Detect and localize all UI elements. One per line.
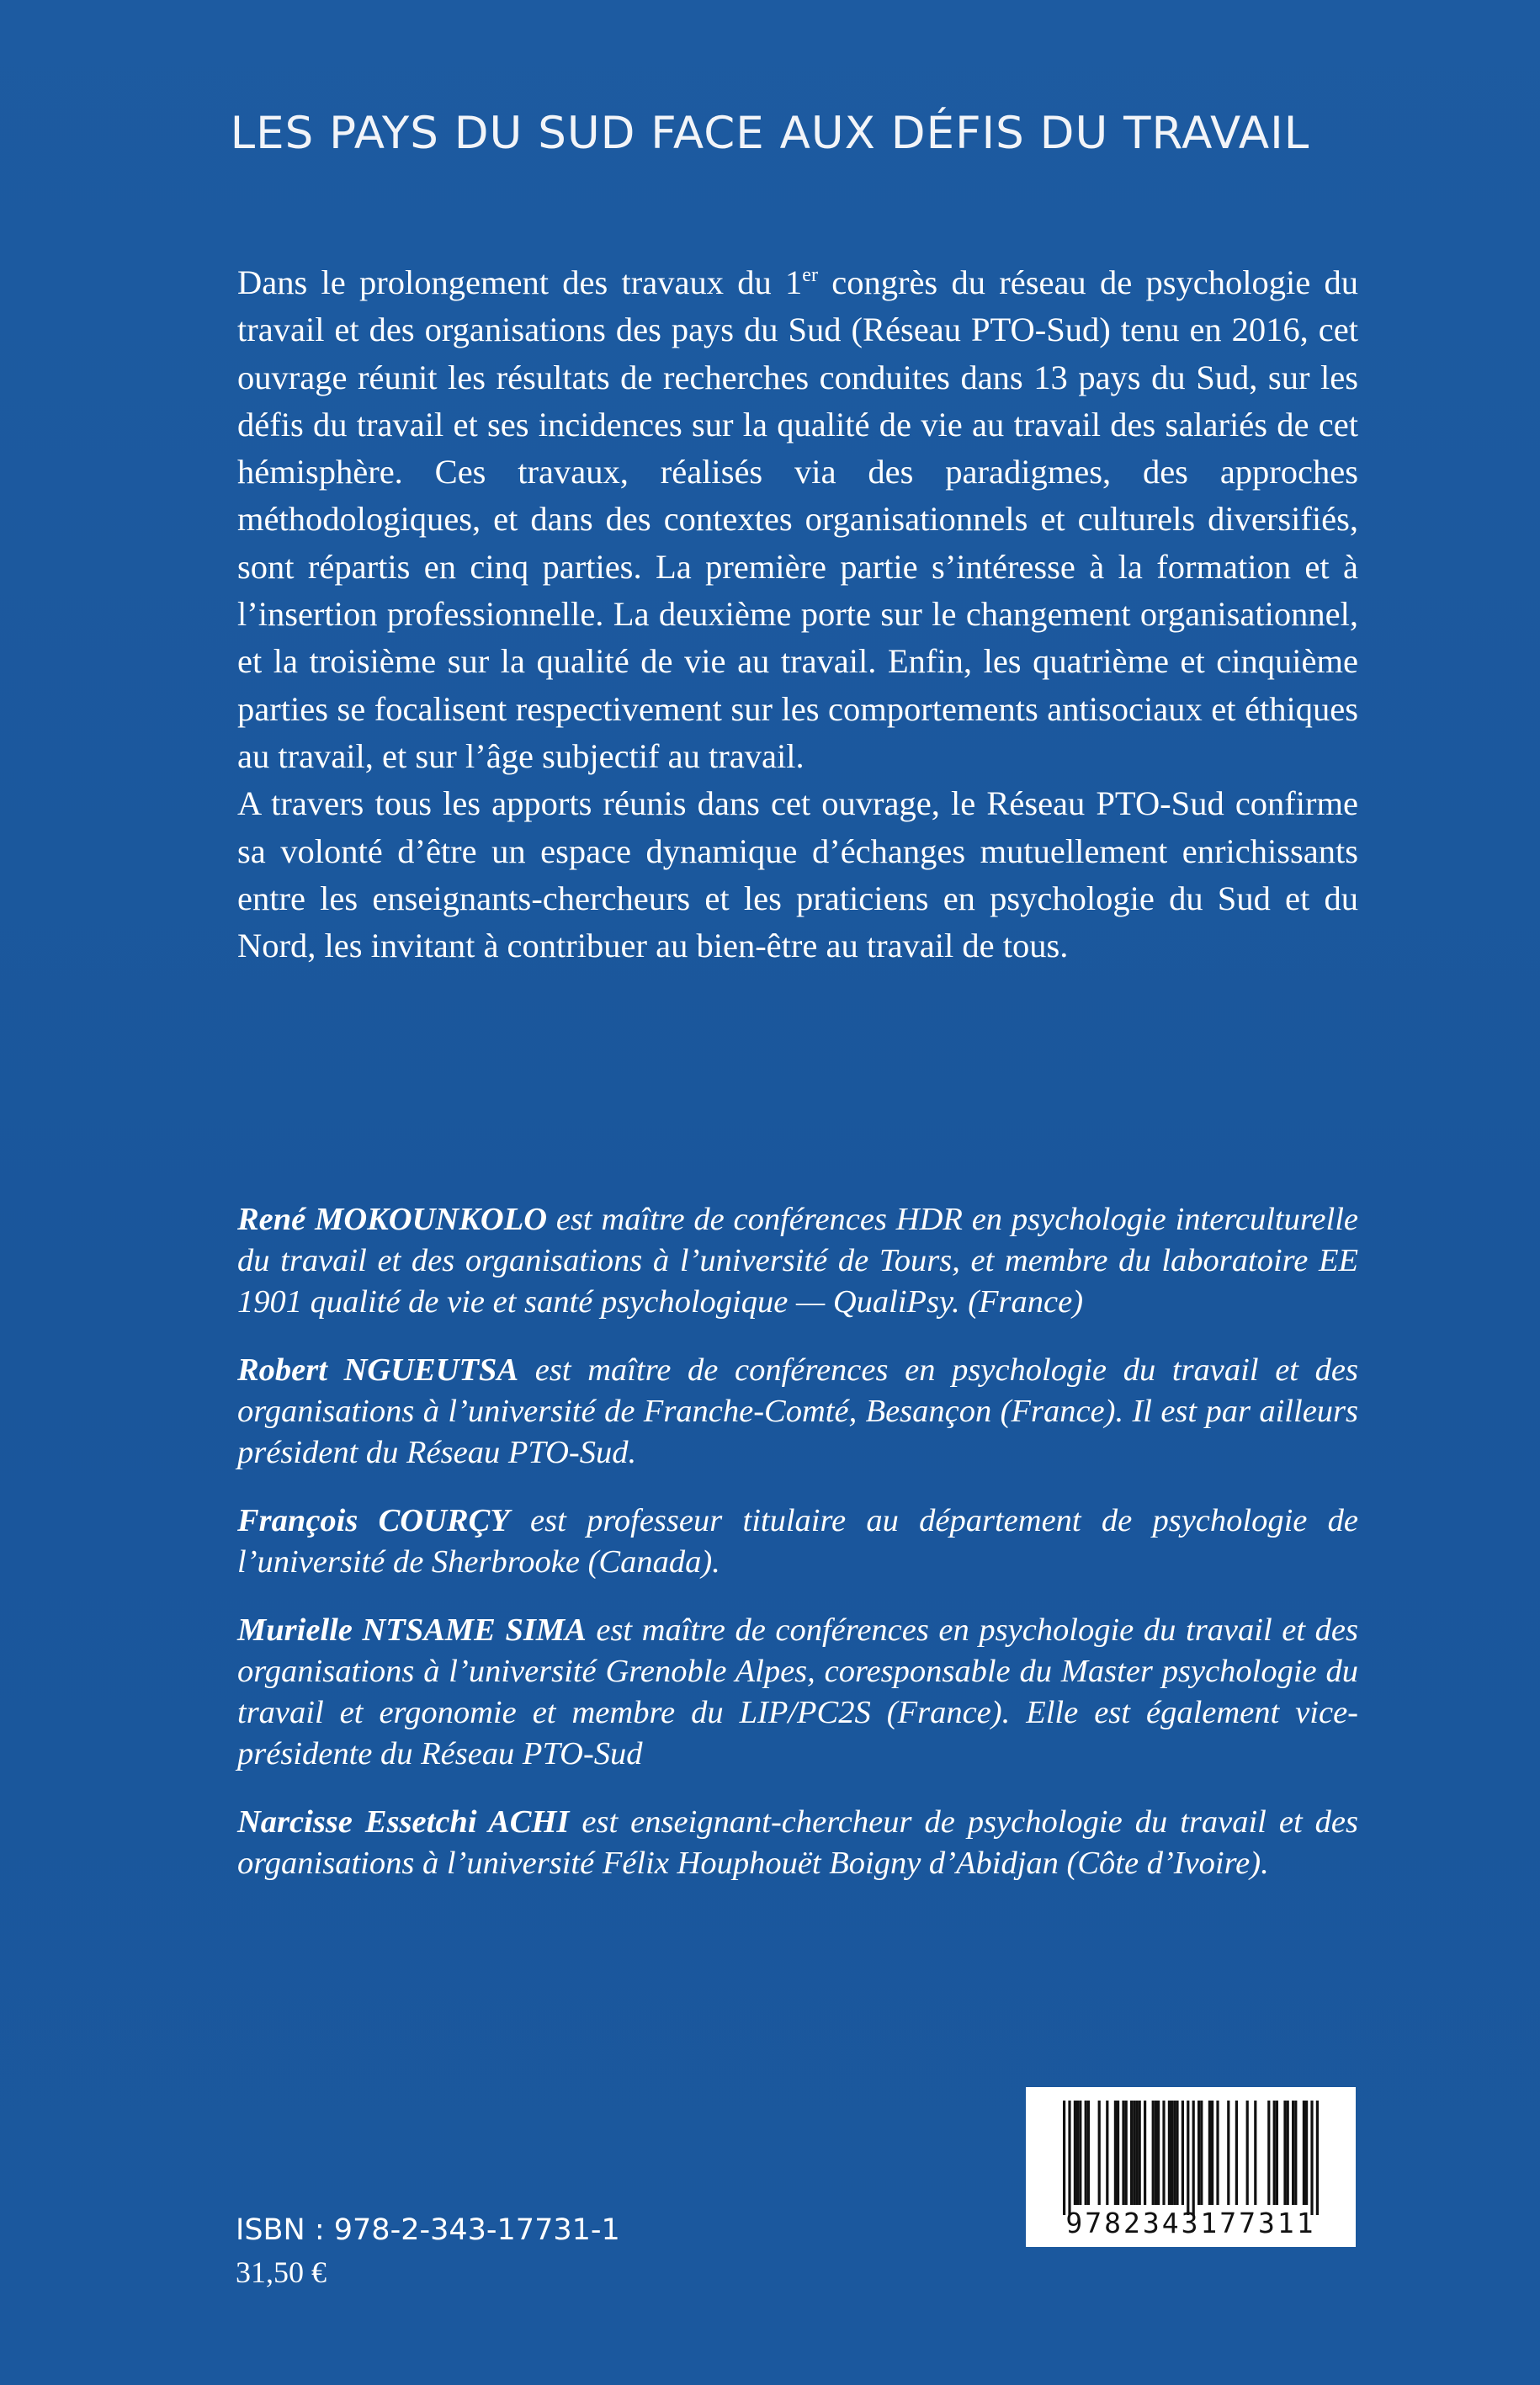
barcode-bar: [1171, 2101, 1173, 2205]
barcode-bar: [1098, 2101, 1101, 2205]
barcode-bar: [1182, 2101, 1184, 2205]
barcode-bar: [1063, 2101, 1065, 2215]
barcode-bar: [1310, 2101, 1313, 2215]
barcode-bar: [1305, 2101, 1308, 2205]
barcode-bar: [1267, 2101, 1270, 2205]
barcode-bar: [1155, 2101, 1157, 2205]
barcode-bar: [1173, 2101, 1176, 2205]
author-name: René MOKOUNKOLO: [237, 1202, 548, 1237]
author-description: est maître de conférences en psychologie du travail et des organisations à l’université de Franche-Comté, Besançon (France). Il est par ailleurs président du Réseau PTO-Sud.: [237, 1352, 1358, 1470]
barcode-bar: [1168, 2101, 1171, 2205]
author-bios: [237, 1199, 1358, 1911]
barcode-bar: [1162, 2101, 1165, 2205]
barcode: [1026, 2087, 1356, 2247]
barcode-bar: [1079, 2101, 1081, 2205]
barcode-bar: [1087, 2101, 1090, 2205]
book-summary: [237, 259, 1358, 969]
barcode-bar: [1211, 2101, 1213, 2205]
barcode-bar: [1276, 2101, 1278, 2205]
barcode-bar: [1197, 2101, 1200, 2205]
summary-p1-rest: congrès du réseau de psychologie du travail et des organisations des pays du Sud (Réseau PTO-Sud) tenu en 2016, cet ouvrage réunit les résultats de recherches conduites dans 13 pays du Sud, sur les défis du travail et ses incidences sur la qualité de vie au travail des salariés de cet hémisphère. Ces travaux, réalisés via des paradigmes, des approches méthodologiques, et dans des contextes organisationnels et culturels diversifiés, sont répartis en cinq parties. La première partie s’intéresse à la formation et à l’insertion professionnelle. La deuxième porte sur le changement organisationnel, et la troisième sur la qualité de vie au travail. Enfin, les quatrième et cinquième parties se focalisent respectivement sur les comportements antisociaux et éthiques au travail, et sur l’âge subjectif au travail.: [237, 263, 1358, 775]
author-name: Robert NGUEUTSA: [237, 1352, 519, 1388]
barcode-bar: [1133, 2101, 1135, 2205]
author-name: Narcisse Essetchi ACHI: [237, 1804, 570, 1840]
book-title: LES PAYS DU SUD FACE AUX DÉFIS DU TRAVAIL: [230, 108, 1310, 159]
barcode-bar: [1246, 2101, 1249, 2205]
barcode-bar: [1122, 2101, 1124, 2205]
barcode-bar: [1292, 2101, 1294, 2205]
barcode-bar: [1157, 2101, 1160, 2205]
author-description: est professeur titulaire au département de psychologie de l’université de Sherbrooke (Canada).: [237, 1503, 1358, 1580]
author-description: est maître de conférences en psychologie du travail et des organisations à l’université Grenoble Alpes, coresponsable du Master psychologie du travail et ergonomie et membre du LIP/PC2S (France). Elle est également vice-présidente du Réseau PTO-Sud: [237, 1612, 1358, 1771]
author-description: est enseignant-chercheur de psychologie du travail et des organisations à l’université Félix Houphouët Boigny d’Abidjan (Côte d’Ivoire).: [237, 1804, 1359, 1881]
barcode-bar: [1316, 2101, 1319, 2215]
barcode-bar: [1283, 2101, 1286, 2205]
barcode-bar: [1227, 2101, 1229, 2205]
barcode-bar: [1076, 2101, 1079, 2205]
barcode-bar: [1125, 2101, 1128, 2205]
barcode-bar: [1235, 2101, 1238, 2205]
barcode-bar: [1085, 2101, 1087, 2205]
author-description: est maître de conférences HDR en psychologie interculturelle du travail et des organisations à l’université de Tours, et membre du laboratoire EE 1901 qualité de vie et santé psychologique — QualiPsy. (France): [237, 1202, 1358, 1320]
summary-p1-start: Dans le prolongement des travaux du 1: [237, 263, 803, 301]
barcode-bar: [1152, 2101, 1155, 2205]
barcode-bar: [1303, 2101, 1305, 2205]
barcode-bar: [1187, 2101, 1189, 2215]
barcode-bar: [1294, 2101, 1297, 2205]
barcode-bar: [1176, 2101, 1178, 2205]
summary-paragraph-2: A travers tous les apports réunis dans cet ouvrage, le Réseau PTO-Sud confirme sa volonté d’être un espace dynamique d’échanges mutuellement enrichissants entre les enseignants-chercheurs et les praticiens en psychologie du Sud et du Nord, les invitant à contribuer au bien-être au travail de tous.: [237, 784, 1358, 965]
barcode-bar: [1287, 2101, 1289, 2205]
barcode-bar: [1117, 2101, 1119, 2205]
barcode-bar: [1068, 2101, 1070, 2215]
price-label: 31,50 €: [236, 2255, 327, 2289]
barcode-bar: [1144, 2101, 1146, 2205]
barcode-bar: [1216, 2101, 1219, 2205]
barcode-bar: [1106, 2101, 1108, 2205]
author-bio: [237, 1199, 1358, 1323]
isbn-label: ISBN : 978-2-343-17731-1: [236, 2213, 620, 2247]
author-bio: [237, 1501, 1358, 1583]
barcode-bar: [1192, 2101, 1195, 2215]
barcode-bar: [1074, 2101, 1076, 2205]
author-name: Murielle NTSAME SIMA: [237, 1612, 587, 1648]
barcode-digits: 9782343177311: [1065, 2207, 1316, 2239]
barcode-bar: [1200, 2101, 1203, 2205]
author-bio: [237, 1610, 1358, 1775]
barcode-bar: [1208, 2101, 1211, 2205]
summary-paragraph-1: [237, 259, 1358, 780]
summary-p1-superscript: er: [802, 264, 818, 286]
author-bio: [237, 1802, 1358, 1884]
barcode-bar: [1139, 2101, 1141, 2205]
barcode-bar: [1130, 2101, 1133, 2205]
barcode-bar: [1254, 2101, 1256, 2205]
barcode-bar: [1135, 2101, 1138, 2205]
barcode-bar: [1114, 2101, 1117, 2205]
barcode-bar: [1273, 2101, 1276, 2205]
author-bio: [237, 1350, 1358, 1474]
author-name: François COURÇY: [237, 1503, 510, 1538]
